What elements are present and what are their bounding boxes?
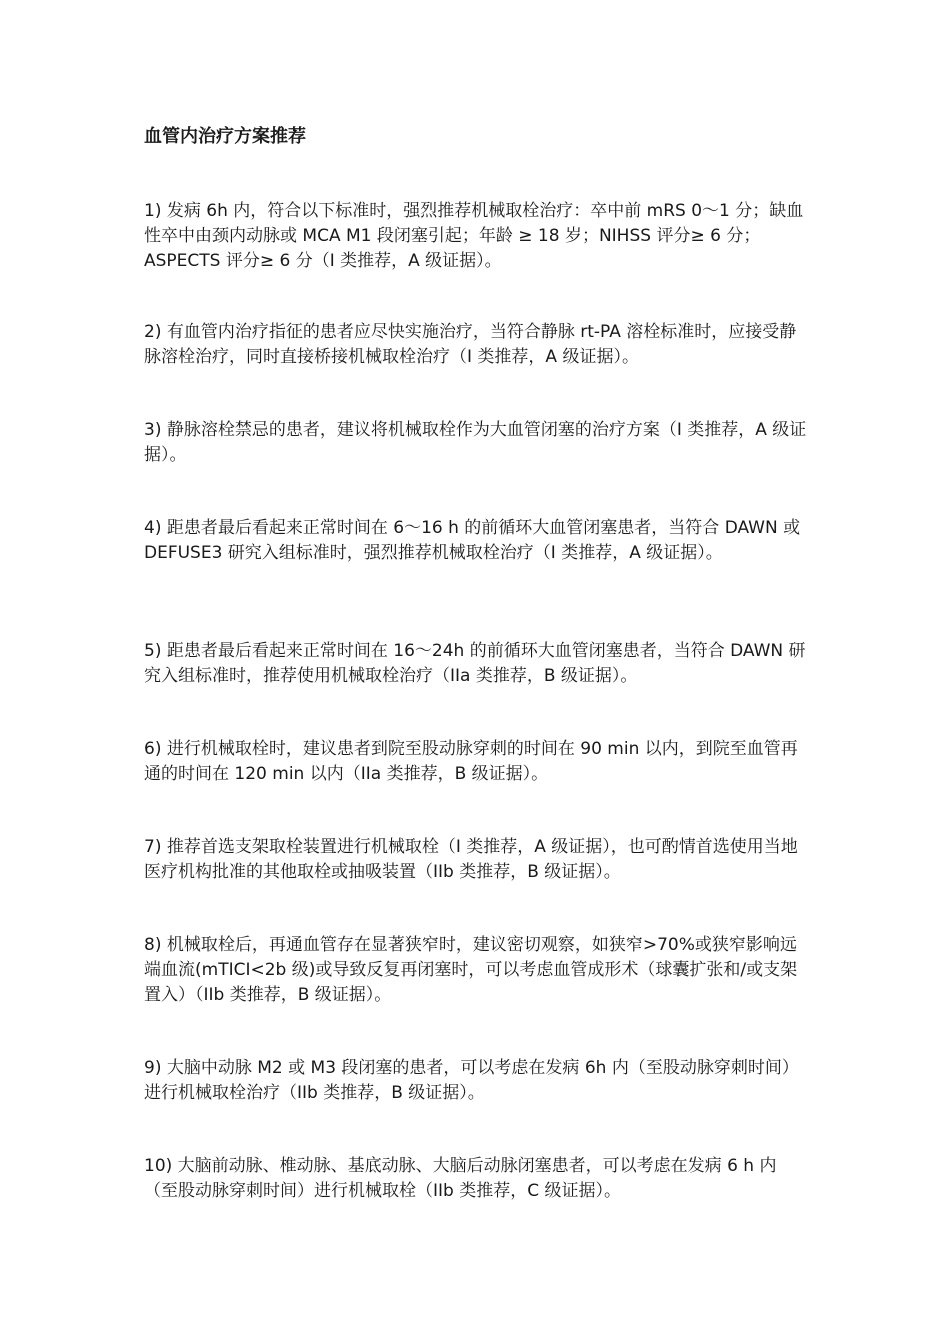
recommendation-9: 9) 大脑中动脉 M2 或 M3 段闭塞的患者，可以考虑在发病 6h 内（至股动脉穿刺时间）进行机械取栓治疗（IIb 类推荐，B 级证据）。 [144, 1058, 799, 1103]
recommendation-7: 7) 推荐首选支架取栓装置进行机械取栓（I 类推荐，A 级证据），也可酌情首选使用当地医疗机构批准的其他取栓或抽吸装置（IIb 类推荐，B 级证据）。 [144, 837, 798, 882]
recommendation-6: 6) 进行机械取栓时，建议患者到院至股动脉穿刺的时间在 90 min 以内，到院至血管再通的时间在 120 min 以内（IIa 类推荐，B 级证据）。 [144, 739, 798, 784]
recommendation-2: 2) 有血管内治疗指征的患者应尽快实施治疗，当符合静脉 rt-PA 溶栓标准时，应接受静脉溶栓治疗，同时直接桥接机械取栓治疗（I 类推荐，A 级证据）。 [144, 322, 797, 367]
recommendation-3: 3) 静脉溶栓禁忌的患者，建议将机械取栓作为大血管闭塞的治疗方案（I 类推荐，A 级证据）。 [144, 420, 807, 465]
document-title: 血管内治疗方案推荐 [144, 126, 306, 147]
recommendation-1: 1) 发病 6h 内，符合以下标准时，强烈推荐机械取栓治疗：卒中前 mRS 0～1 分；缺血性卒中由颈内动脉或 MCA M1 段闭塞引起；年龄 ≥ 18 岁；NIHSS 评分≥ 6 分；ASPECTS 评分≥ 6 分（I 类推荐，A 级证据）。 [144, 201, 804, 271]
recommendation-8: 8) 机械取栓后，再通血管存在显著狭窄时，建议密切观察，如狭窄>70%或狭窄影响远端血流(mTICI<2b 级)或导致反复再闭塞时，可以考虑血管成形术（球囊扩张和/或支架置入）（IIb 类推荐，B 级证据）。 [144, 935, 798, 1005]
recommendation-5: 5) 距患者最后看起来正常时间在 16～24h 的前循环大血管闭塞患者，当符合 DAWN 研究入组标准时，推荐使用机械取栓治疗（IIa 类推荐，B 级证据）。 [144, 641, 806, 686]
recommendation-10: 10) 大脑前动脉、椎动脉、基底动脉、大脑后动脉闭塞患者，可以考虑在发病 6 h 内（至股动脉穿刺时间）进行机械取栓（IIb 类推荐，C 级证据）。 [144, 1156, 777, 1201]
recommendation-4: 4) 距患者最后看起来正常时间在 6～16 h 的前循环大血管闭塞患者，当符合 DAWN 或 DEFUSE3 研究入组标准时，强烈推荐机械取栓治疗（I 类推荐，A 级证据）。 [144, 518, 801, 563]
